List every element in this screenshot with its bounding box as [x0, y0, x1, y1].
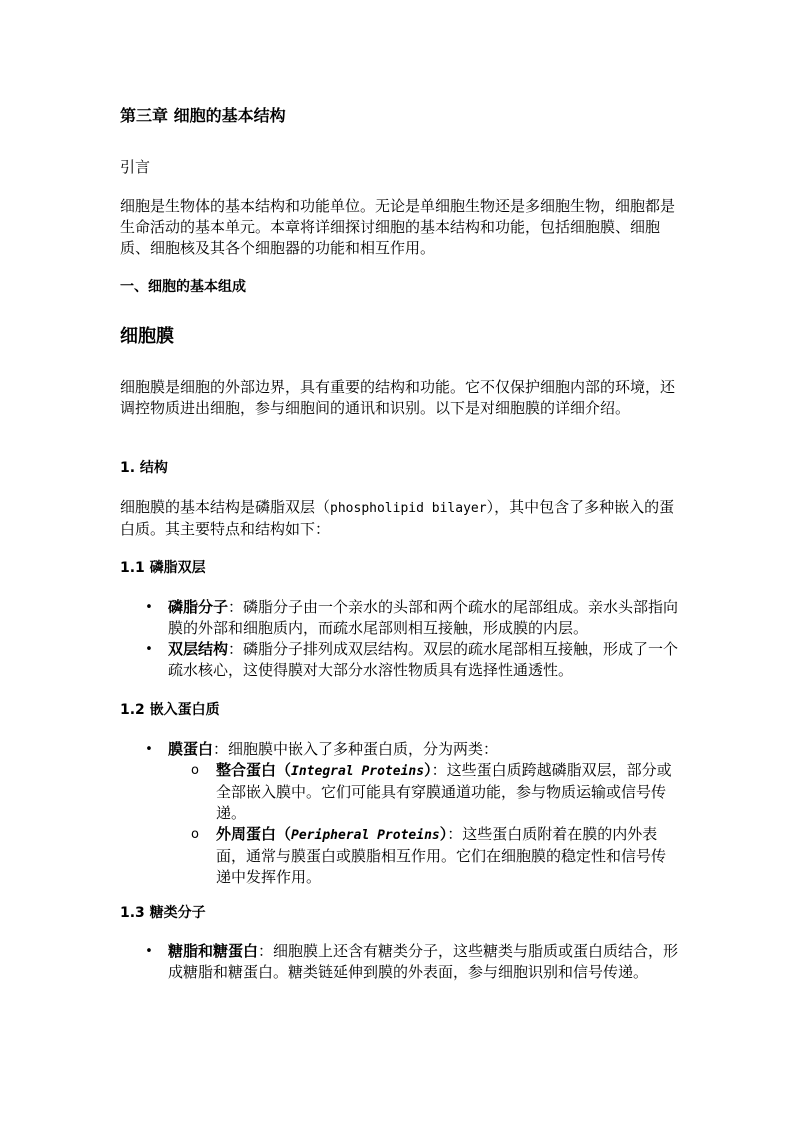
phospholipid-list	[120, 597, 680, 681]
protein-sublist	[168, 760, 680, 888]
sublist-text: ：这些蛋白质跨越磷脂双层，部分或全部嵌入膜中。它们可能具有穿膜通道功能，参与物质运输或信号传递。	[216, 761, 672, 822]
sublist-item	[168, 760, 680, 824]
structure-term-en: phospholipid bilayer	[330, 501, 487, 516]
list-item	[120, 639, 680, 681]
bullet-disc-icon: •	[145, 742, 153, 757]
structure-text-after: ），其中包含了多种嵌入的蛋白质。其主要特点和结构如下：	[120, 498, 675, 538]
intro-heading: 引言	[120, 158, 151, 176]
bullet-circle-icon: o	[191, 763, 199, 778]
list-item-text: ：磷脂分子由一个亲水的头部和两个疏水的尾部组成。亲水头部指向膜的外部和细胞质内，而疏水尾部则相互接触，形成膜的内层。	[168, 598, 679, 637]
membrane-heading: 细胞膜	[120, 326, 174, 347]
intro-paragraph: 细胞是生物体的基本结构和功能单位。无论是单细胞生物还是多细胞生物，细胞都是生命活动的基本单元。本章将详细探讨细胞的基本结构和功能，包括细胞膜、细胞质、细胞核及其各个细胞器的功能和相互作用。	[120, 197, 676, 257]
sublist-item	[168, 824, 680, 888]
list-item-term: 双层结构	[168, 640, 229, 658]
sublist-term-en: Integral Proteins	[291, 764, 425, 779]
structure-text-before: 细胞膜的基本结构是磷脂双层（	[120, 498, 331, 516]
sublist-term-cn: 外周蛋白（	[216, 825, 292, 843]
subsection-heading-phospholipid: 1.1 磷脂双层	[120, 560, 206, 576]
list-item	[120, 941, 680, 983]
list-item	[120, 739, 680, 888]
list-item-term: 糖脂和糖蛋白	[168, 942, 259, 960]
protein-list	[120, 739, 680, 888]
bullet-disc-icon: •	[145, 944, 153, 959]
sublist-term-close: ）	[439, 825, 448, 843]
sublist-text: ：这些蛋白质附着在膜的内外表面，通常与膜蛋白或膜脂相互作用。它们在细胞膜的稳定性和信号传递中发挥作用。	[216, 825, 667, 886]
bullet-disc-icon: •	[145, 642, 153, 657]
section-heading-basic-composition: 一、细胞的基本组成	[120, 279, 246, 295]
chapter-title: 第三章 细胞的基本结构	[120, 106, 286, 125]
carbohydrate-list	[120, 941, 680, 983]
list-item-term: 膜蛋白	[168, 740, 214, 758]
list-item-term: 磷脂分子	[168, 598, 229, 616]
subsection-heading-carbohydrates: 1.3 糖类分子	[120, 905, 206, 921]
structure-heading: 1. 结构	[120, 460, 168, 476]
bullet-disc-icon: •	[145, 600, 153, 615]
sublist-term-cn: 整合蛋白（	[216, 761, 292, 779]
list-item-text: ：细胞膜中嵌入了多种蛋白质，分为两类：	[213, 740, 499, 758]
sublist-term-close: ）	[424, 761, 432, 779]
subsection-heading-proteins: 1.2 嵌入蛋白质	[120, 702, 220, 718]
list-item	[120, 597, 680, 639]
list-item-text: ：细胞膜上还含有糖类分子，这些糖类与脂质或蛋白质结合，形成糖脂和糖蛋白。糖类链延伸到膜的外表面，参与细胞识别和信号传递。	[168, 942, 679, 981]
structure-paragraph	[120, 497, 680, 540]
membrane-paragraph: 细胞膜是细胞的外部边界，具有重要的结构和功能。它不仅保护细胞内部的环境，还调控物质进出细胞，参与细胞间的通讯和识别。以下是对细胞膜的详细介绍。	[120, 378, 676, 417]
sublist-term-en: Peripheral Proteins	[291, 828, 440, 843]
list-item-text: ：磷脂分子排列成双层结构。双层的疏水尾部相互接触，形成了一个疏水核心，这使得膜对大部分水溶性物质具有选择性通透性。	[168, 640, 679, 679]
bullet-circle-icon: o	[191, 827, 199, 842]
